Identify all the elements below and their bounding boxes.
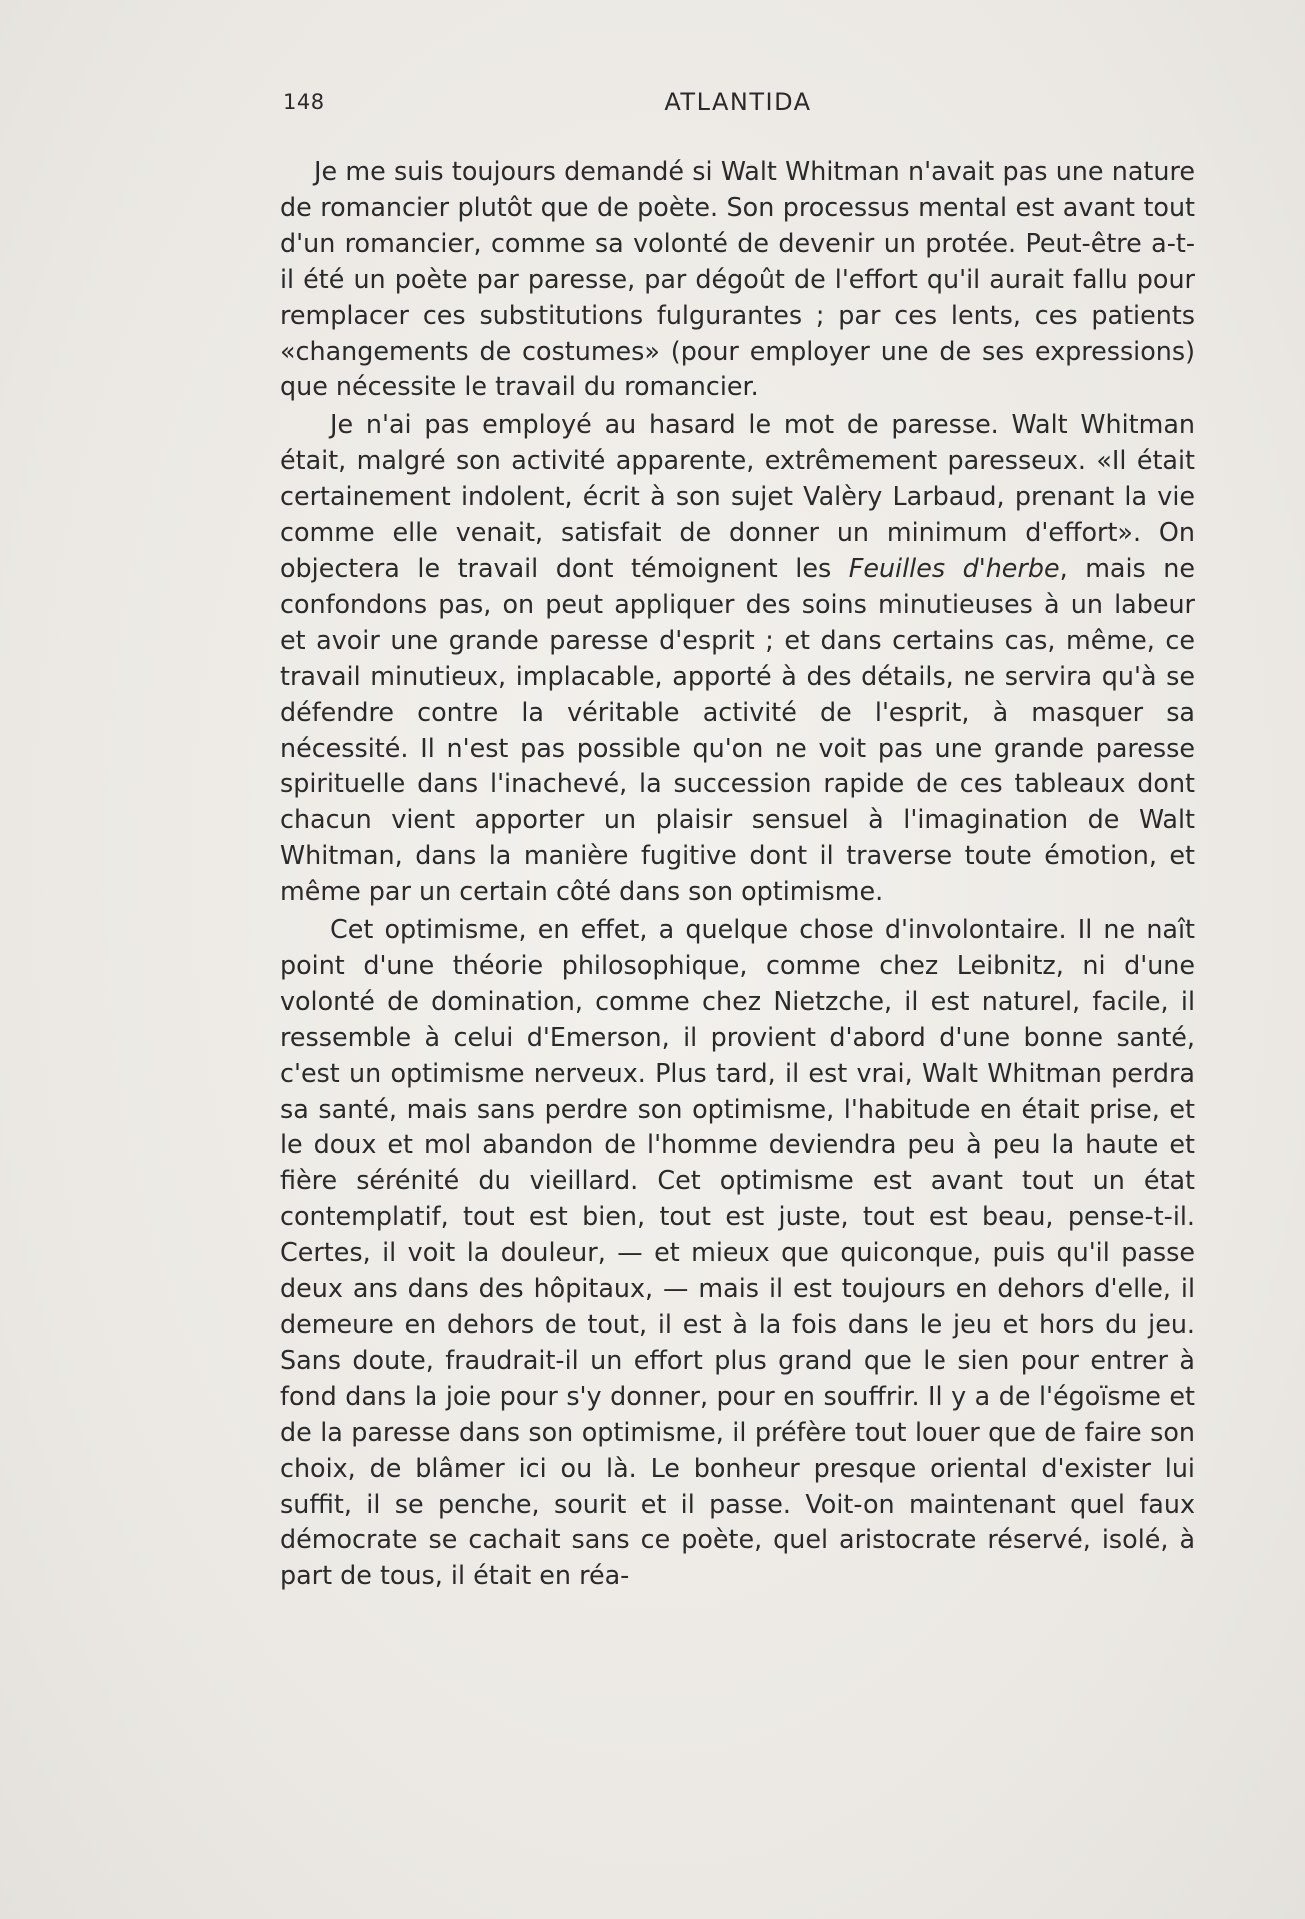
paragraph-1: Je me suis toujours demandé si Walt Whitman n'avait pas une nature de romancier plutôt que de poète. Son processus mental est avant tout d'un romancier, comme sa volonté de devenir un protée. Peut-être a-t-il été un poète par paresse, par dégoût de l'effort qu'il aurait fallu pour remplacer ces substitutions fulgurantes ; par ces lents, ces patients «changements de costumes» (pour employer une de ses expressions) que nécessite le travail du romancier. <box>280 156 1195 402</box>
running-title: ATLANTIDA <box>664 88 812 116</box>
page-number: 148 <box>283 90 325 114</box>
paragraph-2-text-after-italic: , mais ne confondons pas, on peut appliquer des soins minutieuses à un labeur et avoir une grande paresse d'esprit ; et dans certains cas, même, ce travail minutieux, implacable, apporté à des détails, ne servira qu'à se défendre contre la véritable activité de l'esprit, à masquer sa nécessité. Il n'est pas possible qu'on ne voit pas une grande paresse spirituelle dans l'inachevé, la succession rapide de ces tableaux dont chacun vient apporter un plaisir sensuel à l'imagination de Walt Whitman, dans la manière fugitive dont il traverse toute émotion, et même par un certain côté dans son optimisme. <box>280 552 1196 907</box>
page-header <box>283 86 1193 126</box>
body-text <box>280 154 1195 1594</box>
book-title-italic: Feuilles d'herbe <box>848 552 1060 583</box>
paragraph-3: Cet optimisme, en effet, a quelque chose d'involontaire. Il ne naît point d'une théorie philosophique, comme chez Leibnitz, ni d'une volonté de domination, comme chez Nietzche, il est naturel, facile, il ressemble à celui d'Emerson, il provient d'abord d'une bonne santé, c'est un optimisme nerveux. Plus tard, il est vrai, Walt Whitman perdra sa santé, mais sans perdre son optimisme, l'habitude en était prise, et le doux et mol abandon de l'homme deviendra peu à peu la haute et fière sérénité du vieillard. Cet optimisme est avant tout un état contemplatif, tout est bien, tout est juste, tout est beau, pense-t-il. Certes, il voit la douleur, — et mieux que quiconque, puis qu'il passe deux ans dans des hôpitaux, — mais il est toujours en dehors d'elle, il demeure en dehors de tout, il est à la fois dans le jeu et hors du jeu. Sans doute, fraudrait-il un effort plus grand que le sien pour entrer à fond dans la joie pour s'y donner, pour en souffrir. Il y a de l'égoïsme et de la paresse dans son optimisme, il préfère tout louer que de faire son choix, de blâmer ici ou là. Le bonheur presque oriental d'exister lui suffit, il se penche, sourit et il passe. Voit-on maintenant quel faux démocrate se cachait sans ce poète, quel aristocrate réservé, isolé, à part de tous, il était en réa- <box>280 914 1195 1591</box>
paragraph-2 <box>280 407 1195 910</box>
paragraph-2-text-before-italic: Je n'ai pas employé au hasard le mot de paresse. Walt Whitman était, malgré son activité apparente, extrêmement paresseux. «Il était certainement indolent, écrit à son sujet Valèry Larbaud, prenant la vie comme elle venait, satisfait de donner un minimum d'effort». On objectera le travail dont témoignent les <box>280 409 1195 583</box>
